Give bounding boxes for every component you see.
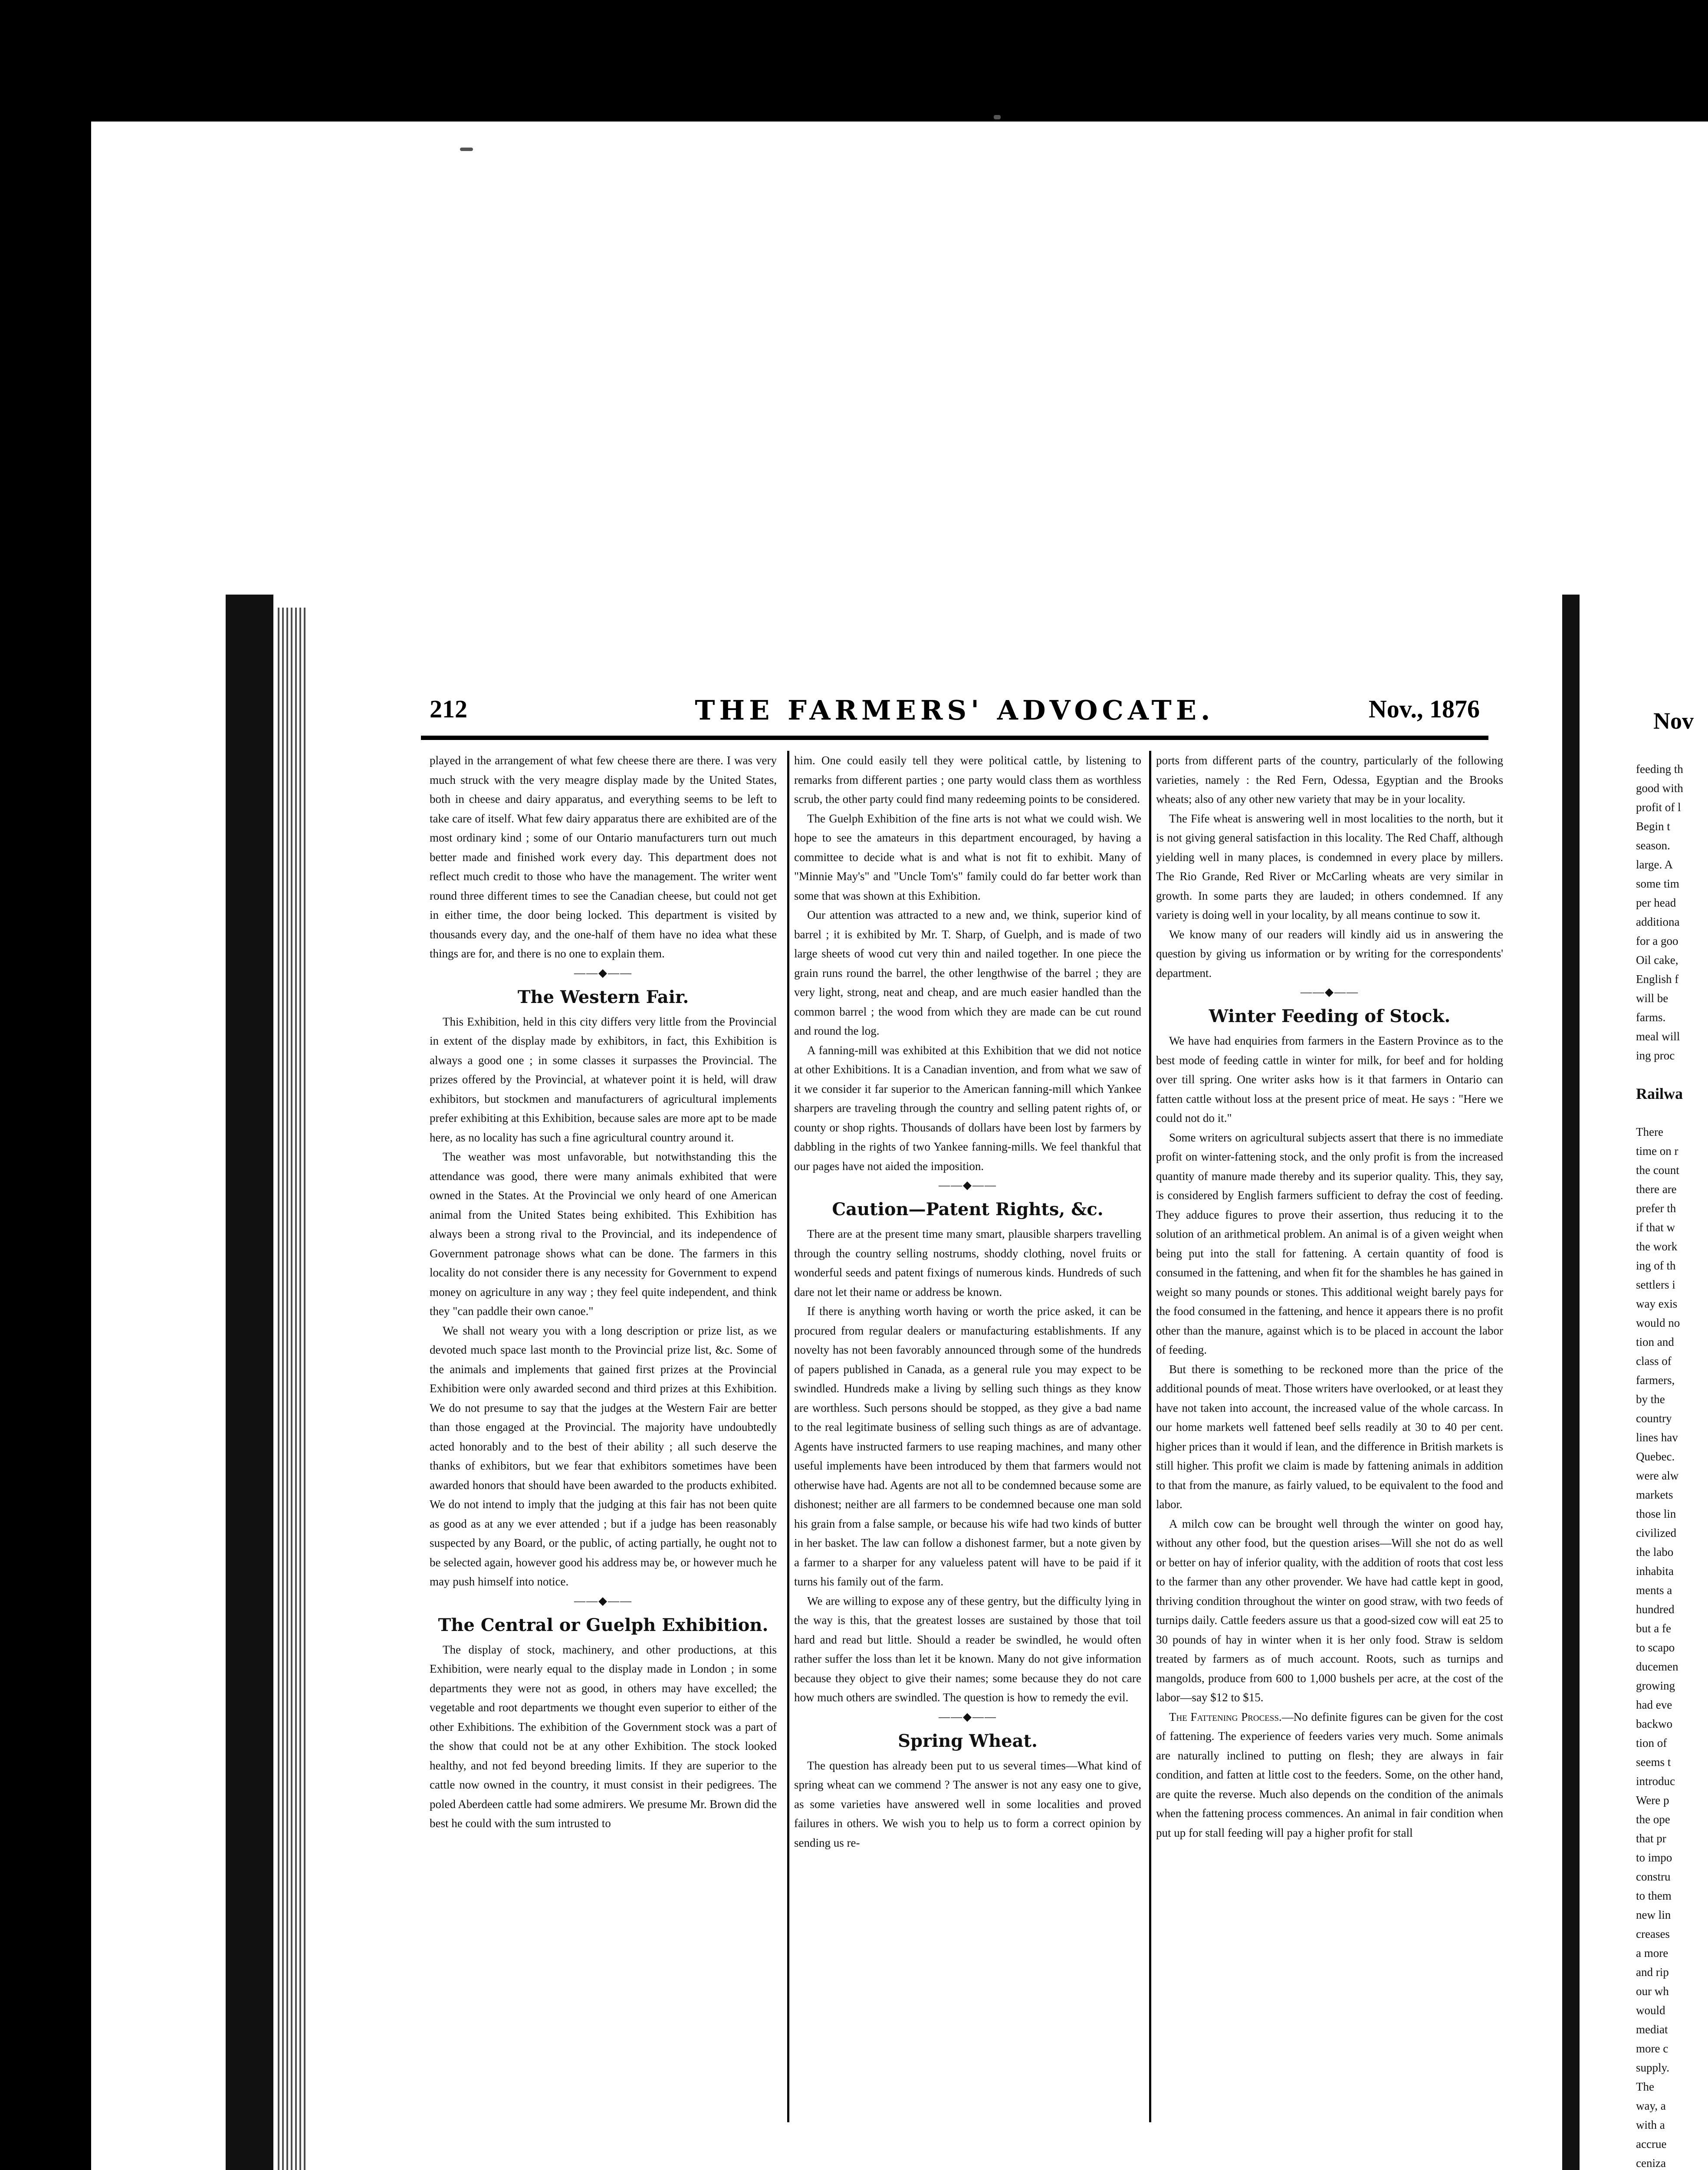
facing-page-line: civilized (1636, 1526, 1676, 1539)
paragraph-text: —No definite figures can be given for the cost of fattening. The experience of feeders varies very much. Some animals are naturally inclined to putting on flesh; they are always in fair condition, and fatten at little cost to the feeders. Some, on the other hand, are quite the reverse. Much also depends on the condition of the animals when the fattening process commences. An animal in fair condition when put up for stall feeding will pay a higher profit for stall (1156, 1710, 1503, 1839)
facing-page-line: Quebec. (1636, 1450, 1675, 1463)
facing-page-line: to scapo (1636, 1641, 1675, 1654)
header-rule (421, 736, 1488, 740)
facing-page-line: to them (1636, 1889, 1672, 1902)
facing-page-line: the ope (1636, 1813, 1670, 1826)
facing-page-line: mediat (1636, 2023, 1668, 2036)
facing-page-line: Were p (1636, 1794, 1669, 1807)
masthead-title: THE FARMERS' ADVOCATE. (695, 694, 1215, 726)
facing-page-line: profit of l (1636, 801, 1681, 814)
ornament-divider: ——◆—— (574, 966, 632, 979)
facing-page-line: the count (1636, 1164, 1679, 1177)
paragraph: played in the arrangement of what few cheese there are there. I was very much struck with the very meagre display made by the United States, both in cheese and dairy apparatus, and everything seems to be left to take care of itself. What few dairy apparatus there are exhibited are of the most ordinary kind ; some of our Ontario manufacturers turn out much better made and finished work every day. This department does not reflect much credit to those who have the management. The writer went round three different times to see the Canadian cheese, but could not get in either time, the door being locked. This department is visited by thousands every day, and the one-half of them have no idea what these things are for, and there is no one to explain them. (430, 754, 777, 960)
facing-page-line: season. (1636, 839, 1670, 852)
facing-page-line: would no (1636, 1316, 1680, 1329)
paragraph: There are at the present time many smart, plausible sharpers travelling through the country selling nostrums, shoddy clothing, novel fruits or wonderful seeds and patent fixings of numerous kinds. Hundreds of such dare not let their name or address be known. (794, 1227, 1141, 1299)
facing-page-line: the work (1636, 1240, 1678, 1253)
paragraph: The weather was most unfavorable, but notwithstanding this the attendance was good, there were many animals exhibited that were owned in the States. At the Provincial we only heard of one American animal from the United States being exhibited. This Exhibition has always been a strong rival to the Provincial, and its independence of Government patronage shows what can be done. The farmers in this locality do not consider there is any necessity for Government to expend money on agriculture in any way ; they feel quite independent, and think they "can paddle their own canoe." (430, 1150, 777, 1318)
facing-page-line: more c (1636, 2042, 1669, 2055)
facing-page-line: but a fe (1636, 1622, 1671, 1635)
facing-page-line: hundred (1636, 1603, 1675, 1616)
facing-page-line: would (1636, 2004, 1665, 2017)
facing-page-line: creases (1636, 1927, 1670, 1940)
facing-page-line: some tim (1636, 877, 1679, 890)
facing-page-line: per head (1636, 896, 1676, 909)
paragraph: We are willing to expose any of these gentry, but the difficulty lying in the way is this, that the greatest losses are sustained by those that toil hard and read but little. Should a reader be swindled, he would often rather suffer the loss than let it be known. Many do not give information because they object to give their names; some because they do not care how much others are swindled. The question is how to remedy the evil. (794, 1594, 1141, 1704)
page-number: 212 (430, 695, 467, 723)
paragraph: This Exhibition, held in this city differs very little from the Provincial in extent of the display made by exhibitors, in fact, this Exhibition is always a good one ; in some classes it surpasses the Provincial. The prizes offered by the Provincial, at whatever point it is held, will draw exhibitors, but stockmen and manufacturers of agricultural implements prefer exhibiting at this Exhibition, because sales are more apt to be made here, as no locality has such a fine agricultural country around it. (430, 1015, 777, 1144)
paragraph: We have had enquiries from farmers in the Eastern Province as to the best mode of feeding cattle in winter for milk, for beef and for holding over till spring. One writer asks how is it that farmers in Ontario can fatten cattle without loss at the present price of meat. He says : "Here we could not do it." (1156, 1034, 1503, 1124)
facing-page-line: ments a (1636, 1584, 1672, 1597)
paragraph: The Guelph Exhibition of the fine arts is not what we could wish. We hope to see the amateurs in this department encouraged, by having a committee to decide what is and what is not fit to exhibit. Many of "Minnie May's" and "Uncle Tom's" family could do far better work than some that was shown at this Exhibition. (794, 812, 1141, 902)
facing-page-line: introduc (1636, 1775, 1675, 1788)
paragraph: Our attention was attracted to a new and, we think, superior kind of barrel ; it is exhibited by Mr. T. Sharp, of Guelph, and is made of two large sheets of wood cut very thin and nailed together. In one piece the grain runs round the barrel, the other lengthwise of the barrel ; they are very light, strong, neat and cheap, and are much easier handled than the common barrel ; the wood from which they are made can be cut round and round the log. (794, 908, 1141, 1037)
column-3 (1156, 751, 1503, 1842)
facing-page-line: ing proc (1636, 1049, 1675, 1062)
facing-page-line: Oil cake, (1636, 953, 1678, 967)
ornament-divider: ——◆—— (1301, 986, 1359, 998)
facing-page-line: ducemen (1636, 1660, 1678, 1673)
paragraph: A milch cow can be brought well through the winter on good hay, without any other food, but the question arises—Will she not do as well or better on hay of inferior quality, with the addition of roots that cost less to the farmer than any other provender. We have had cattle kept in good, thriving condition throughout the winter on good straw, with two feeds of turnips daily. Cattle feeders assure us that a good-sized cow will eat 25 to 30 pounds of hay in winter when it is her only food. Straw is seldom treated by farmers as of much account. Roots, such as turnips and mangolds, produce from 600 to 1,000 bushels per acre, at the cost of the labor—say $12 to $15. (1156, 1517, 1503, 1704)
paragraph: The display of stock, machinery, and other productions, at this Exhibition, were nearly equal to the display made in London ; in some departments they were not as good, in others may have excelled; the vegetable and root departments we thought even superior to either of the other Exhibitions. The exhibition of the Government stock was a part of the show that could not be at any other Exhibition. The stock looked healthy, and not fed beyond breeding limits. If they are superior to the cattle now owned in the country, it must consist in their pedigrees. The poled Aberdeen cattle had some admirers. We presume Mr. Brown did the best he could with the sum intrusted to (430, 1643, 777, 1830)
paragraph: him. One could easily tell they were political cattle, by listening to remarks from different parties ; one party would class them as worthless scrub, the other party could find many redeeming points to be considered. (794, 754, 1141, 806)
facing-page-line: class of (1636, 1355, 1672, 1368)
paper-mark (460, 148, 473, 151)
facing-page-line: settlers i (1636, 1278, 1675, 1291)
facing-page-line: were alw (1636, 1469, 1679, 1482)
paragraph: Some writers on agricultural subjects assert that there is no immediate profit on winter-fattening stock, and the only profit is from the increased quantity of manure made thereby and its superior quality. This, they say, is considered by English farmers sufficient to defray the cost of feeding. They adduce figures to prove their assertion, thus reducing it to the solution of an arithmetical problem. An animal is of a given weight when being put into the stall for fattening. A certain quantity of food is consumed in the fattening, and when fit for the shambles he has gained in weight so many pounds or stones. This additional weight barely pays for the food consumed in the fattening, and hence it appears there is no profit other than the manure, against which is to be placed in account the labor of feeding. (1156, 1131, 1503, 1356)
facing-page-line: there are (1636, 1183, 1677, 1196)
facing-page-line: farmers, (1636, 1374, 1675, 1387)
facing-page-line: to impo (1636, 1851, 1672, 1864)
facing-page-line: the labo (1636, 1545, 1674, 1558)
facing-page-line: backwo (1636, 1717, 1672, 1730)
run-in-label: The Fattening Process. (1169, 1710, 1282, 1723)
column-divider (1149, 751, 1151, 2122)
book-gutter (1562, 595, 1580, 2170)
facing-page-line: prefer th (1636, 1202, 1676, 1215)
facing-page-line: constru (1636, 1870, 1671, 1883)
facing-page-fragment (1580, 625, 1708, 2170)
issue-date: Nov., 1876 (1368, 695, 1480, 723)
paragraph: The Fife wheat is answering well in most localities to the north, but it is not giving general satisfaction in this locality. The Red Chaff, although yielding well in many places, is condemned in every place by millers. The Rio Grande, Red River or McCarling wheats are very similar in growth. In some parts they are lauded; in others condemned. If any variety is doing well in your locality, by all means continue to sow it. (1156, 812, 1503, 921)
paragraph: If there is anything worth having or worth the price asked, it can be procured from regular dealers or manufacturing establishments. If any novelty has not been favorably announced through some of the hundreds of papers published in Canada, as a general rule you may expect to be swindled. Hundreds make a living by selling such things as they know are worthless. Such persons should be stopped, as they give a bad name to the real legitimate business of selling such things as are of advantage. Agents have instructed farmers to use reaping machines, and many other useful implements have been introduced by them that farmers would not otherwise have had. Agents are not all to be condemned because some are dishonest; neither are all farmers to be condemned because one man sold his grain from a false sample, or because his wife had two kinds of butter in her basket. The law can follow a dishonest farmer, but a note given by a farmer to a sharper for any valueless patent will have to be paid if it turns his family out of the farm. (794, 1305, 1141, 1588)
facing-page-line: for a goo (1636, 934, 1678, 947)
facing-page-line: way, a (1636, 2099, 1666, 2112)
ornament-divider: ——◆—— (939, 1179, 997, 1191)
facing-page-line: feeding th (1636, 763, 1683, 776)
facing-page-line: Begin t (1636, 820, 1670, 833)
ornament-divider: ——◆—— (939, 1710, 997, 1723)
facing-page-line: time on r (1636, 1144, 1678, 1157)
paragraph: We shall not weary you with a long description or prize list, as we devoted much space last month to the Provincial prize list, &c. Some of the animals and implements that gained first prizes at the Provincial Exhibition were only awarded second and third prizes at this Exhibition. We do not presume to say that the judges at the Western Fair are better than those engaged at the Provincial. The majority have undoubtedly acted honorably and to the best of their ability ; all such deserve the thanks of exhibitors, but we fear that exhibitors sometimes have been awarded honors that should have been awarded to the products exhibited. We do not intend to imply that the judging at this fair has not been quite as good as at any we ever attended ; but if a judge has been reasonably suspected by any Board, or the public, of acting partially, he ought not to be selected again, however good his address may be, or however much he may push himself into notice. (430, 1324, 777, 1588)
facing-page-line: The (1636, 2080, 1654, 2093)
article-heading: The Central or Guelph Exhibition. (438, 1614, 769, 1635)
facing-page-line: if that w (1636, 1221, 1675, 1234)
facing-page-line: additiona (1636, 915, 1680, 928)
facing-page-line: those lin (1636, 1507, 1676, 1520)
page-edges (278, 608, 308, 2170)
facing-page-line: tion of (1636, 1736, 1667, 1749)
facing-page-line: tion and (1636, 1335, 1674, 1348)
article-heading: Winter Feeding of Stock. (1209, 1006, 1451, 1026)
facing-page-line: with a (1636, 2118, 1665, 2131)
article-heading: The Western Fair. (517, 986, 689, 1007)
book-spine (226, 595, 273, 2170)
paragraph (1156, 1707, 1503, 1843)
facing-page-line: a more (1636, 1946, 1669, 1960)
facing-page-line: There (1636, 1125, 1663, 1138)
facing-page-line: new lin (1636, 1908, 1671, 1921)
facing-page-line: Railwa (1636, 1085, 1683, 1102)
paragraph: The question has already been put to us several times—What kind of spring wheat can we commend ? The answer is not any easy one to give, as some varieties have answered well in some localities and proved failures in others. We wish you to help us to form a correct opinion by sending us re- (794, 1759, 1141, 1849)
facing-page-line: ing of th (1636, 1259, 1676, 1272)
paper-mark (994, 115, 1001, 119)
facing-page-line: will be (1636, 992, 1669, 1005)
facing-page-line: markets (1636, 1488, 1673, 1501)
facing-page-line (1636, 1065, 1708, 1084)
column-1 (430, 751, 777, 1833)
facing-page-header: Nov (1653, 708, 1694, 734)
facing-page-line: farms. (1636, 1011, 1666, 1024)
facing-page-line: supply. (1636, 2061, 1670, 2074)
facing-page-line: way exis (1636, 1297, 1678, 1310)
facing-page-line: accrue (1636, 2137, 1667, 2150)
facing-page-line: seems t (1636, 1756, 1671, 1769)
paragraph: But there is something to be reckoned more than the price of the additional pounds of meat. Those writers have overlooked, or at least they have not taken into account, the increased value of the whole carcass. In our home markets well fattened beef sells readily at 30 to 40 per cent. higher prices than it would if lean, and the difference in British markets is still higher. This profit we claim is made by fattening animals in addition to that from the manure, as fairly valued, to be equivalent to the food and labor. (1156, 1362, 1503, 1511)
newspaper-page (312, 625, 1562, 2170)
facing-page-line (1636, 1103, 1708, 1122)
facing-page-line: English f (1636, 973, 1679, 986)
article-heading: Spring Wheat. (898, 1730, 1038, 1751)
facing-page-line: growing (1636, 1679, 1675, 1692)
facing-page-line: and rip (1636, 1966, 1669, 1979)
facing-page-line: our wh (1636, 1985, 1669, 1998)
ornament-divider: ——◆—— (574, 1594, 632, 1607)
facing-page-line: by the (1636, 1393, 1665, 1406)
article-heading: Caution—Patent Rights, &c. (832, 1199, 1104, 1220)
facing-page-line: country (1636, 1412, 1672, 1425)
paragraph: A fanning-mill was exhibited at this Exhibition that we did not notice at other Exhibitions. It is a Canadian invention, and from what we saw of it we consider it far superior to the American fanning-mill which Yankee sharpers are traveling through the country and selling patent rights of, or county or shop rights. Thousands of dollars have been lost by farmers by dabbling in the rights of two Yankee fanning-mills. We feel thankful that our pages have not aided the imposition. (794, 1043, 1141, 1173)
facing-page-line: that pr (1636, 1832, 1666, 1845)
facing-page-line: large. A (1636, 858, 1673, 871)
facing-page-line: lines hav (1636, 1431, 1678, 1444)
facing-page-line: meal will (1636, 1030, 1680, 1043)
facing-page-text (1636, 760, 1708, 2170)
facing-page-line: good with (1636, 782, 1683, 795)
paragraph: ports from different parts of the country, particularly of the following varieties, namely : the Red Fern, Odessa, Egyptian and the Brooks wheats; also of any other new variety that may be in your locality. (1156, 754, 1503, 806)
facing-page-line: inhabita (1636, 1565, 1674, 1578)
paragraph: We know many of our readers will kindly aid us in answering the question by giving us information or by writing for the correspondents' department. (1156, 927, 1503, 980)
column-2 (794, 751, 1141, 1852)
page-header (430, 694, 1480, 729)
facing-page-line: ceniza (1636, 2157, 1666, 2170)
facing-page-line: had eve (1636, 1698, 1672, 1711)
column-divider (787, 751, 789, 2122)
